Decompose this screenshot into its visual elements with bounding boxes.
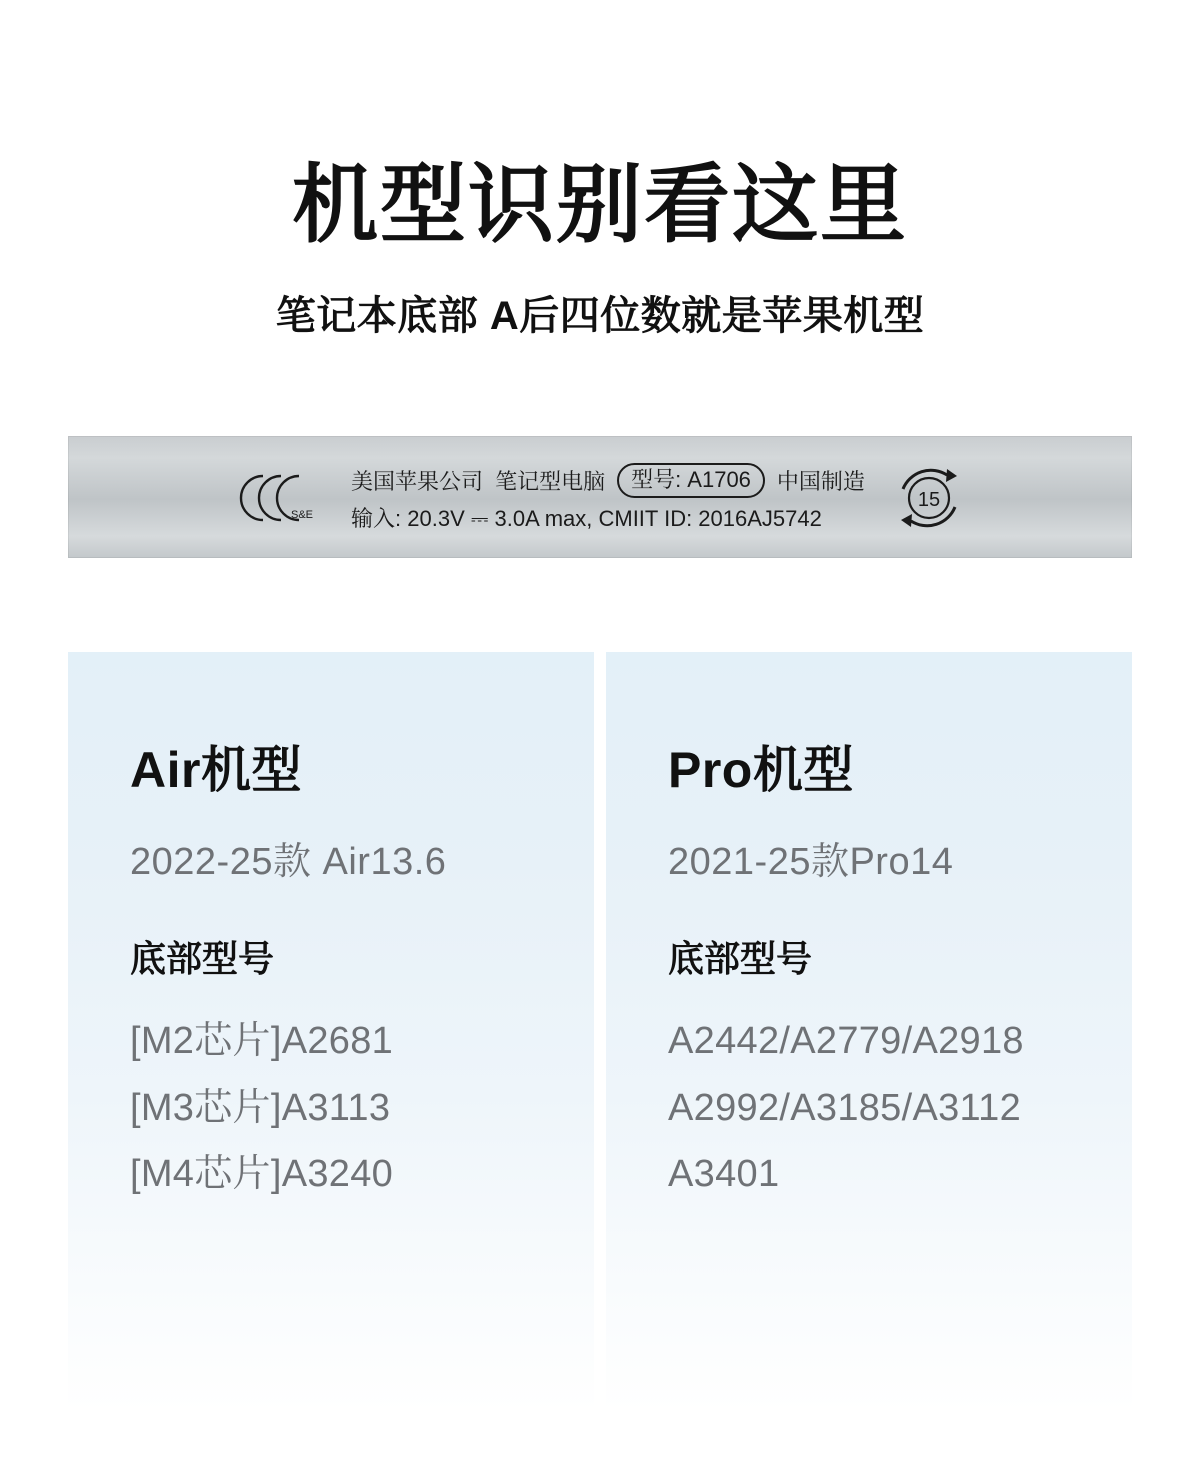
list-item: A2992/A3185/A3112 [668,1086,1022,1129]
list-item: A3401 [668,1153,780,1195]
card-air-models [68,652,594,1412]
list-item: [M2芯片]A2681 [130,1020,394,1062]
card-subhead: 底部型号 [130,938,275,979]
card-title: Pro机型 [668,742,854,798]
list-item: [M3芯片]A3113 [130,1086,391,1129]
label-strip-content [233,463,967,533]
label-model-number-highlight: 型号: A1706 [617,463,765,497]
model-list [668,1008,1132,1208]
page-title: 机型识别看这里 [292,157,908,253]
label-line-1 [351,463,865,497]
svg-text:15: 15 [917,489,941,511]
card-years: 2022-25款 Air13.6 [130,841,447,883]
svg-text:S&E: S&E [291,509,314,521]
list-item: [M4芯片]A3240 [130,1153,394,1195]
page-subtitle: 笔记本底部 A后四位数就是苹果机型 [275,294,925,339]
label-brand: 美国苹果公司 [351,468,484,494]
card-title: Air机型 [130,742,302,798]
label-origin: 中国制造 [776,468,865,494]
page-header [0,0,1200,341]
label-text-block [351,463,865,532]
card-subhead: 底部型号 [668,938,813,979]
model-cards [68,652,1132,1412]
ccc-certification-icon [233,466,325,530]
label-line-2 [351,502,865,533]
label-device-type: 笔记型电脑 [495,468,606,494]
list-item: A2442/A2779/A2918 [668,1020,1024,1062]
card-pro-models [606,652,1132,1412]
label-electrical-spec: 输入: 20.3V ⎓ 3.0A max, CMIIT ID: 2016AJ5742 [351,505,822,531]
model-list [130,1008,594,1208]
card-years: 2021-25款Pro14 [668,841,954,883]
recycle-period-icon [891,463,967,533]
device-label-strip [68,436,1132,558]
